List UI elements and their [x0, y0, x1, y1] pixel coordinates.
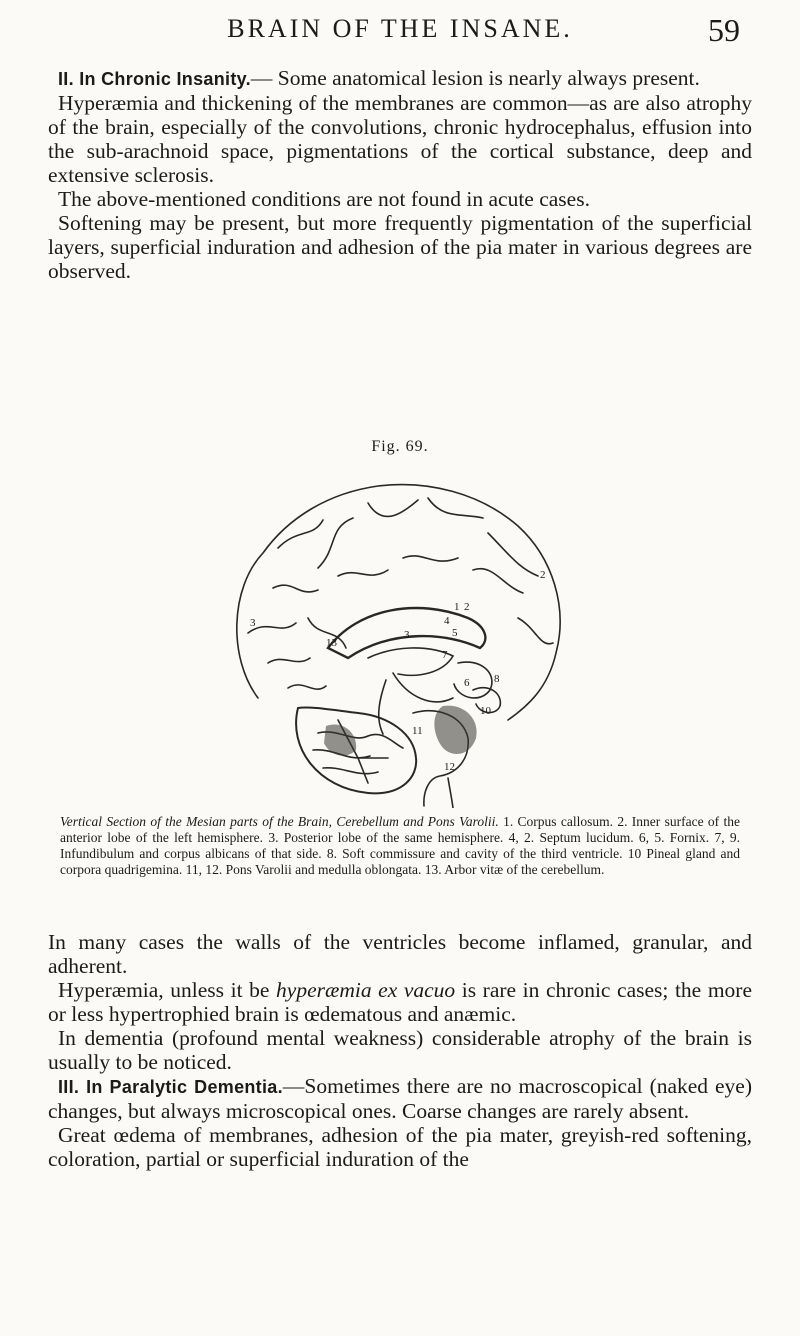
figure-number: 7	[442, 649, 448, 661]
running-head	[60, 10, 740, 50]
paragraph: In dementia (profound mental weakness) considerable atrophy of the brain is usually to be noticed.	[48, 1026, 752, 1074]
figure-number: 3	[404, 629, 410, 641]
figure-caption	[60, 814, 740, 878]
figure-label: Fig. 69.	[371, 438, 429, 455]
figure-number: 8	[494, 673, 500, 685]
figure-number: 13	[326, 637, 337, 649]
figure-number: 1	[454, 601, 460, 613]
figure-number: 3	[250, 617, 256, 629]
figure-number: 11	[412, 725, 423, 737]
lower-text	[48, 930, 752, 1171]
paragraph: In many cases the walls of the ventricles become inflamed, granular, and adherent.	[48, 930, 752, 978]
caption-title: Vertical Section of the Mesian parts of the Brain, Cerebellum and Pons Varolii.	[60, 814, 499, 829]
paragraph: Hyperæmia and thickening of the membranes are common—as are also atrophy of the brain, especially of the convolutions, chronic hydrocephalus, effusion into the sub-arachnoid space, pigmentations of the cortical substance, deep and extensive sclerosis.	[48, 91, 752, 187]
brain-section-illustration	[218, 458, 578, 808]
paragraph-text: Hyperæmia, unless it be	[58, 978, 277, 1002]
section-label: II. In Chronic Insanity.	[58, 69, 251, 89]
figure-number: 5	[452, 627, 458, 639]
paragraph: Great œdema of membranes, adhesion of the pia mater, greyish-red softening, coloration, partial or superficial induration of the	[48, 1123, 752, 1171]
figure-number: 2	[464, 601, 470, 613]
brain-section-figure	[218, 458, 578, 808]
paragraph	[48, 66, 752, 91]
figure-number: 2	[540, 569, 546, 581]
figure-number: 12	[444, 761, 455, 773]
figure-number: 6	[464, 677, 470, 689]
running-title: BRAIN OF THE INSANE.	[227, 14, 573, 43]
figure-number: 10	[480, 705, 491, 717]
paragraph	[48, 1074, 752, 1123]
section-ii-text	[48, 66, 752, 283]
paragraph-text: — Some anatomical lesion is nearly always present.	[250, 66, 700, 90]
paragraph-text: —Sometimes there are no macroscopical (naked eye) changes, but always microscopical ones. Coarse changes are rarely absent.	[48, 1074, 753, 1123]
paragraph-text: is rare in chronic cases; the more or less hypertrophied brain is œdematous and anæmic.	[48, 978, 752, 1026]
paragraph: Softening may be present, but more frequently pigmentation of the superficial layers, superficial induration and adhesion of the pia mater in various degrees are observed.	[48, 211, 752, 283]
figure-number: 4	[444, 615, 450, 627]
section-label: III. In Paralytic Dementia.	[58, 1077, 283, 1097]
paragraph	[48, 978, 752, 1026]
paragraph: The above-mentioned conditions are not found in acute cases.	[58, 187, 590, 211]
page-number: 59	[708, 12, 740, 48]
italic-term: hyperæmia ex vacuo	[276, 978, 456, 1002]
caption-body: 1. Corpus callosum. 2. Inner surface of the anterior lobe of the left hemisphere. 3. Posterior lobe of the same hemisphere. 4, 2. Septum lucidum. 6, 5. Fornix. 7, 9. Infundibulum and corpus albicans of that side. 8. Soft commissure and cavity of the third ventricle. 10 Pineal gland and corpora quadrigemina. 11, 12. Pons Varolii and medulla oblongata. 13. Arbor vitæ of the cerebellum.	[60, 814, 741, 877]
